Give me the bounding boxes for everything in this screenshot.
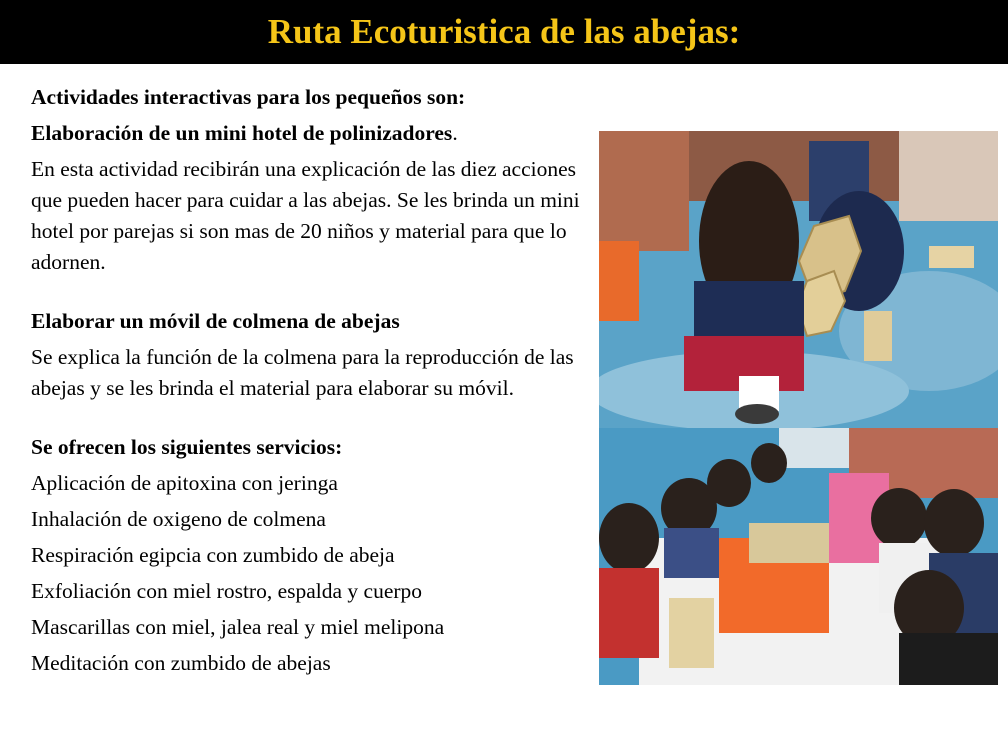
page-title: Ruta Ecoturistica de las abejas: (267, 12, 741, 51)
activity1-heading-suffix: . (452, 121, 458, 145)
activity1-heading: Elaboración de un mini hotel de polinizadores (31, 121, 453, 145)
activity2-heading: Elaborar un móvil de colmena de abejas (31, 309, 400, 333)
photo-children-at-table (599, 428, 998, 685)
services-heading: Se ofrecen los siguientes servicios: (31, 435, 343, 459)
title-bar (0, 0, 1008, 64)
service-item: Respiración egipcia con zumbido de abeja (31, 543, 395, 567)
photo-girls-building-hotel (599, 131, 998, 428)
main-text (31, 82, 591, 679)
activity2-body: Se explica la función de la colmena para la reproducción de las abejas y se les brinda el material para elaborar su móvil. (31, 345, 574, 400)
service-item: Mascarillas con miel, jalea real y miel melipona (31, 615, 445, 639)
service-item: Meditación con zumbido de abejas (31, 651, 331, 675)
intro-heading: Actividades interactivas para los pequeños son: (31, 85, 466, 109)
activity1-heading-line (31, 118, 591, 149)
service-item: Inhalación de oxigeno de colmena (31, 507, 326, 531)
service-item: Aplicación de apitoxina con jeringa (31, 471, 338, 495)
service-item: Exfoliación con miel rostro, espalda y cuerpo (31, 579, 423, 603)
activity1-body: En esta actividad recibirán una explicación de las diez acciones que pueden hacer para cuidar a las abejas. Se les brinda un mini hotel por parejas si son mas de 20 niños y material para que lo adornen. (31, 157, 580, 274)
